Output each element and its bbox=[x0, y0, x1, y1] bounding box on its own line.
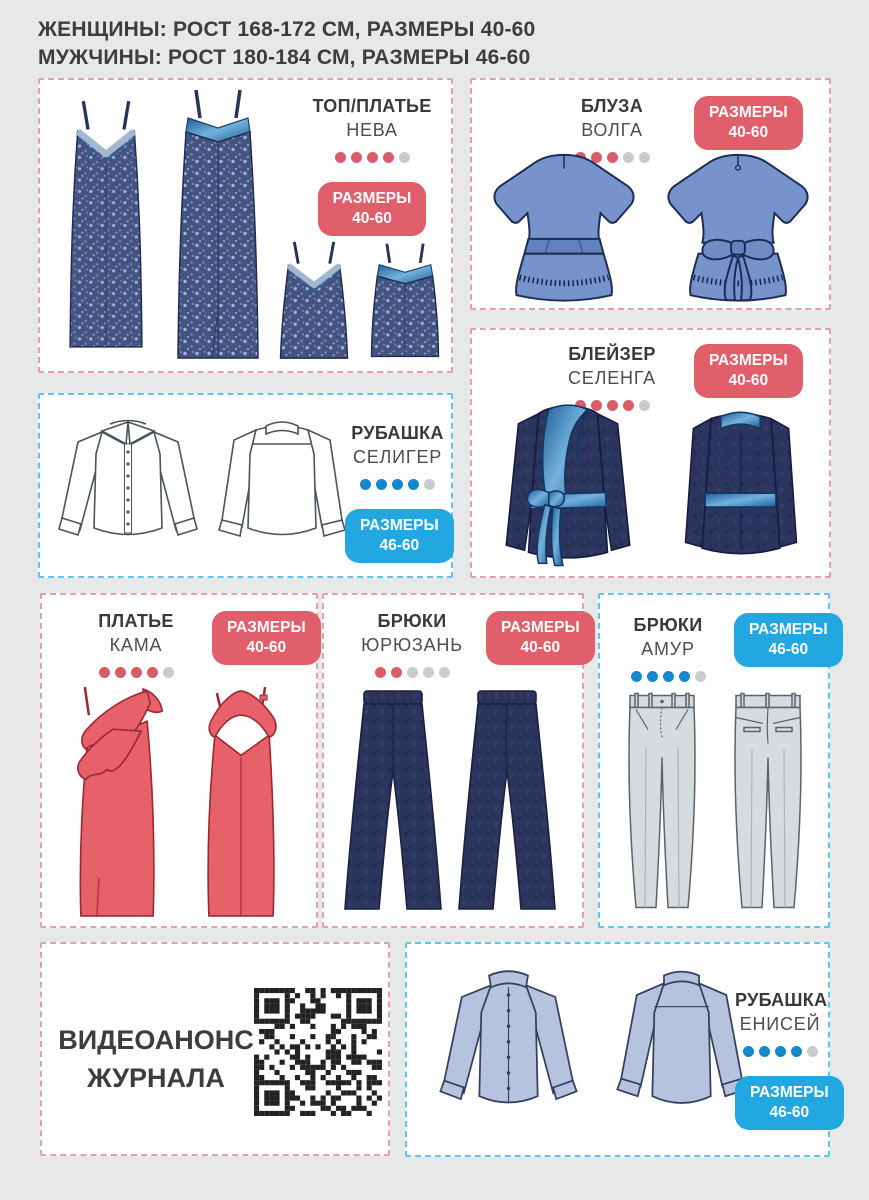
slip-dress-front-illustration bbox=[54, 90, 158, 360]
pattern-name: ЕНИСЕЙ bbox=[739, 1014, 821, 1034]
grey-trousers-front-illustration bbox=[612, 687, 712, 913]
pattern-card-seliger bbox=[38, 393, 453, 578]
pattern-card-selenga bbox=[470, 328, 831, 578]
pattern-card-enisey bbox=[405, 942, 830, 1157]
page-header bbox=[38, 16, 535, 71]
pattern-name: АМУР bbox=[641, 639, 695, 659]
pattern-type: ТОП/ПЛАТЬЕ bbox=[312, 96, 432, 116]
sizes-badge: РАЗМЕРЫ 40-60 bbox=[212, 611, 321, 665]
difficulty-dots bbox=[735, 1044, 825, 1062]
sizes-badge: РАЗМЕРЫ 40-60 bbox=[486, 611, 595, 665]
blouse-back-illustration bbox=[654, 146, 822, 306]
red-dress-back-illustration bbox=[180, 677, 302, 923]
navy-trousers-back-illustration bbox=[452, 683, 562, 917]
white-shirt-back-illustration bbox=[202, 403, 362, 571]
sizes-badge: РАЗМЕРЫ 40-60 bbox=[318, 182, 427, 236]
qr-code bbox=[254, 988, 382, 1116]
difficulty-dots bbox=[608, 669, 728, 687]
pattern-name: НЕВА bbox=[346, 120, 398, 140]
white-shirt-front-illustration bbox=[48, 403, 208, 571]
pattern-type: БЛУЗА bbox=[580, 96, 644, 116]
pattern-name: КАМА bbox=[109, 635, 163, 655]
difficulty-dots bbox=[342, 665, 482, 683]
navy-trousers-front-illustration bbox=[338, 683, 448, 917]
header-men: МУЖЧИНЫ: РОСТ 180-184 СМ, РАЗМЕРЫ 46-60 bbox=[38, 45, 531, 69]
red-dress-front-illustration bbox=[54, 677, 176, 923]
sizes-badge: РАЗМЕРЫ 40-60 bbox=[694, 344, 803, 398]
slip-dress-back-illustration bbox=[158, 86, 278, 364]
pattern-name: СЕЛЕНГА bbox=[568, 368, 656, 388]
pattern-type: БРЮКИ bbox=[633, 615, 703, 635]
pattern-card-amur bbox=[598, 593, 830, 928]
video-announce-title: ВИДЕОАНОНС ЖУРНАЛА bbox=[58, 1025, 254, 1093]
blazer-back-illustration bbox=[660, 398, 822, 566]
camisole-top-front-illustration bbox=[268, 238, 360, 364]
sizes-badge: РАЗМЕРЫ 46-60 bbox=[735, 1076, 844, 1130]
pattern-card-yuryuzan bbox=[322, 593, 584, 928]
pattern-type: ПЛАТЬЕ bbox=[98, 611, 174, 631]
band-collar-shirt-front-illustration bbox=[419, 954, 599, 1146]
pattern-type: РУБАШКА bbox=[351, 423, 444, 443]
pattern-name: ЮРЮЗАНЬ bbox=[361, 635, 463, 655]
pattern-type: БЛЕЙЗЕР bbox=[568, 344, 656, 364]
sizes-badge: РАЗМЕРЫ 40-60 bbox=[694, 96, 803, 150]
difficulty-dots bbox=[302, 150, 442, 168]
sizes-badge: РАЗМЕРЫ 46-60 bbox=[734, 613, 843, 667]
grey-trousers-back-illustration bbox=[718, 687, 818, 913]
blazer-front-illustration bbox=[482, 394, 654, 574]
pattern-type: БРЮКИ bbox=[377, 611, 447, 631]
sizes-badge: РАЗМЕРЫ 46-60 bbox=[345, 509, 454, 563]
blouse-front-illustration bbox=[480, 146, 648, 306]
video-announce-card bbox=[40, 942, 390, 1156]
pattern-card-volga bbox=[470, 78, 831, 310]
pattern-card-kama bbox=[40, 593, 318, 928]
header-women: ЖЕНЩИНЫ: РОСТ 168-172 СМ, РАЗМЕРЫ 40-60 bbox=[38, 18, 536, 41]
difficulty-dots bbox=[345, 477, 450, 495]
pattern-name: СЕЛИГЕР bbox=[352, 447, 443, 467]
pattern-type: РУБАШКА bbox=[735, 990, 828, 1010]
pattern-card-neva bbox=[38, 78, 453, 373]
camisole-top-back-illustration bbox=[362, 238, 448, 364]
pattern-name: ВОЛГА bbox=[581, 120, 643, 140]
